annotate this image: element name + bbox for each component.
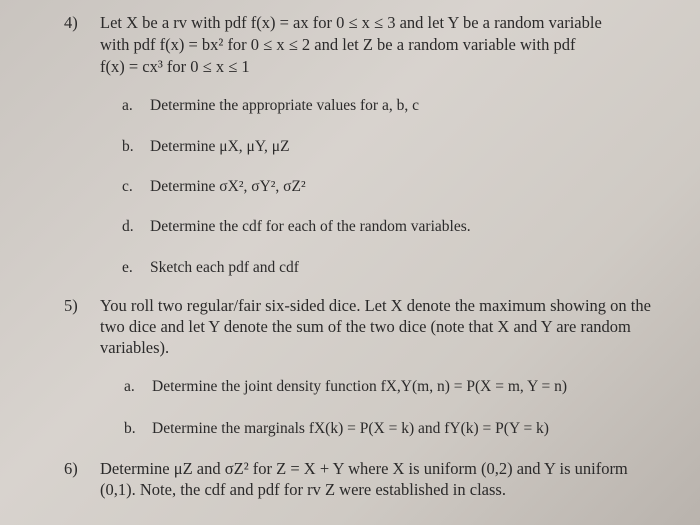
question-line-2: with pdf f(x) = bx² for 0 ≤ x ≤ 2 and let Z be a random variable with pdf (100, 35, 576, 54)
q4-item-c (122, 178, 306, 196)
item-text: Determine μX, μY, μZ (150, 138, 290, 155)
question-line-2: two dice and let Y denote the sum of the two dice (note that X and Y are random (100, 317, 631, 336)
question-line-1: You roll two regular/fair six-sided dice. Let X denote the maximum showing on the (100, 296, 651, 315)
question-line-1: Determine μZ and σZ² for Z = X + Y where X is uniform (0,2) and Y is uniform (100, 459, 628, 478)
q4-item-d (122, 218, 471, 236)
item-label: a. (122, 97, 133, 114)
item-label: a. (124, 378, 135, 395)
q4-item-a (122, 97, 419, 115)
item-text: Determine the cdf for each of the random variables. (150, 218, 471, 235)
item-text: Sketch each pdf and cdf (150, 259, 299, 276)
q4-item-b (122, 138, 290, 156)
item-label: e. (122, 259, 133, 276)
question-line-3: variables). (100, 338, 170, 357)
item-text: Determine σX², σY², σZ² (150, 178, 306, 195)
item-label: b. (122, 138, 134, 155)
question-line-2: (0,1). Note, the cdf and pdf for rv Z were established in class. (100, 480, 506, 499)
item-label: d. (122, 218, 134, 235)
item-text: Determine the appropriate values for a, b, c (150, 97, 419, 114)
item-text: Determine the marginals fX(k) = P(X = k) and fY(k) = P(Y = k) (152, 420, 549, 437)
q5-item-b (124, 420, 549, 438)
question-line-3: f(x) = cx³ for 0 ≤ x ≤ 1 (100, 57, 250, 76)
item-label: b. (124, 420, 136, 437)
q5-item-a (124, 378, 567, 396)
question-line-1: Let X be a rv with pdf f(x) = ax for 0 ≤ x ≤ 3 and let Y be a random variable (100, 13, 602, 32)
question-number: 6) (64, 459, 78, 478)
question-number: 5) (64, 296, 78, 315)
item-text: Determine the joint density function fX,Y(m, n) = P(X = m, Y = n) (152, 378, 568, 395)
question-number: 4) (64, 13, 78, 32)
q4-item-e (122, 259, 299, 277)
item-label: c. (122, 178, 133, 195)
